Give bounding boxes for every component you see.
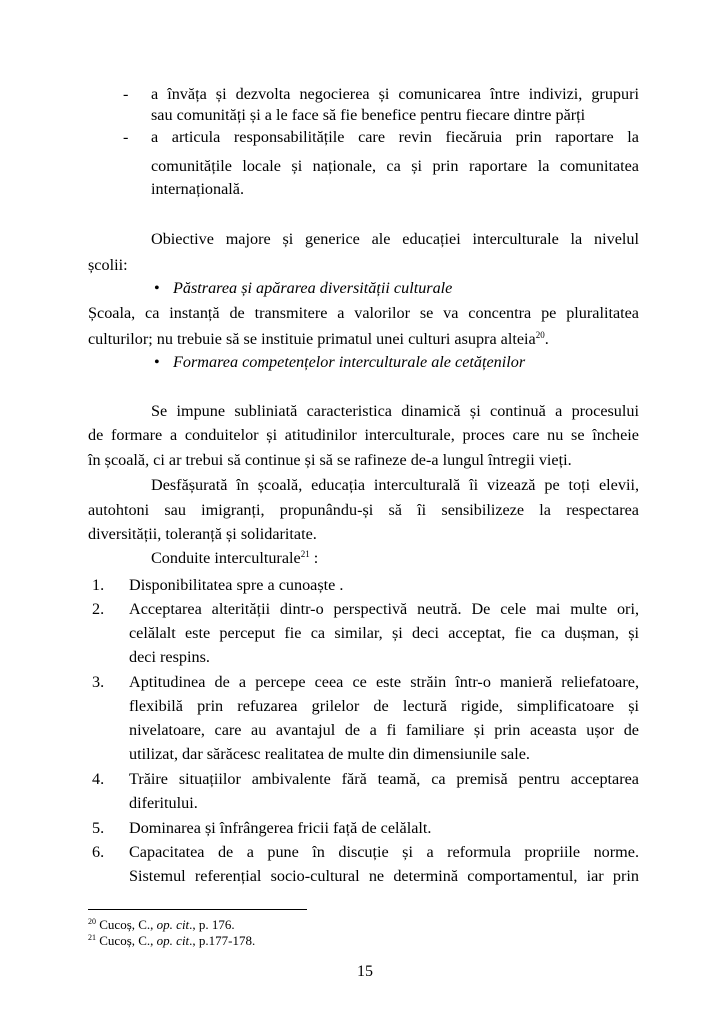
list-number: 3. — [92, 673, 105, 691]
list-item-3-line-2: flexibilă prin refuzarea grilelor de lectură rigide, simplificatoare și — [129, 697, 639, 715]
list-item-4-line-2: diferitului. — [129, 794, 198, 812]
dash-marker: - — [123, 128, 129, 146]
footnote-separator — [88, 909, 307, 910]
dynamic-paragraph-line-2: de formare a conduitelor și atitudinilor interculturale, proces care nu se încheie — [88, 426, 639, 444]
intercultural-paragraph-line-3: diversității, toleranță și solidaritate. — [88, 525, 317, 543]
list-number: 2. — [92, 600, 105, 618]
objectives-intro-line-2: școlii: — [88, 256, 128, 274]
list-item-5-line-1: Dominarea și înfrângerea fricii față de celălalt. — [129, 819, 432, 837]
dash-item-2-line-2: comunitățile locale și naționale, ca și prin raportare la comunitatea — [151, 157, 639, 175]
footnote-20: $^{20}$ Cucoș, C., op. cit., p. 176. — [88, 917, 235, 932]
list-number: 1. — [92, 576, 105, 594]
dash-marker: - — [123, 85, 129, 103]
dynamic-paragraph-line-1: Se impune subliniată caracteristica dinamică și continuă a procesului — [151, 402, 639, 420]
list-item-2-line-2: celălalt este perceput fie ca similar, și deci acceptat, fie ca dușman, și — [129, 624, 639, 642]
footnote-21: $^{21}$ Cucoș, C., op. cit., p.177-178. — [88, 933, 256, 948]
bullet-heading-1: Păstrarea și apărarea diversității culturale — [173, 279, 453, 297]
dash-item-1-line-1: a învăța și dezvolta negocierea și comunicarea între indivizi, grupuri — [151, 85, 639, 103]
bullet-marker: • — [154, 279, 160, 297]
objectives-intro-line-1: Obiective majore și generice ale educației interculturale la nivelul — [151, 230, 639, 248]
bullet-heading-2: Formarea competențelor interculturale ale cetățenilor — [173, 353, 526, 371]
bullet-marker: • — [154, 353, 160, 371]
list-item-3-line-1: Aptitudinea de a percepe ceea ce este străin într-o manieră reliefatoare, — [129, 673, 639, 691]
list-item-2-line-1: Acceptarea alterității dintr-o perspectivă neutră. De cele mai multe ori, — [129, 600, 639, 618]
footnote-ref-21: 21 — [300, 549, 310, 559]
page-number: 15 — [357, 963, 373, 980]
list-item-3-line-4: utilizat, dar sărăcesc realitatea de multe din dimensiunile sale. — [129, 745, 530, 763]
intercultural-paragraph-line-1: Desfășurată în școală, educația interculturală îi vizează pe toți elevii, — [151, 476, 639, 494]
dash-item-1-line-2: sau comunități și a le face să fie benefice pentru fiecare dintre părți — [151, 106, 586, 124]
list-number: 6. — [92, 843, 105, 861]
list-item-1-line-1: Disponibilitatea spre a cunoaște . — [129, 576, 344, 594]
intercultural-paragraph-line-2: autohtoni sau imigranți, propunându-și să îi sensibilizeze la respectarea — [88, 501, 639, 519]
list-item-6-line-2: Sistemul referențial socio-cultural ne determină comportamentul, iar prin — [129, 867, 639, 885]
list-item-2-line-3: deci respins. — [129, 648, 210, 666]
list-item-4-line-1: Trăire situațiilor ambivalente fără teamă, ca premisă pentru acceptarea — [129, 770, 639, 788]
footnote-ref-20: 20 — [535, 330, 545, 340]
list-item-3-line-3: nivelatoare, care au avantajul de a fi familiare și prin aceasta ușor de — [129, 721, 639, 739]
school-paragraph-line-1: Școala, ca instanță de transmitere a valorilor se va concentra pe pluralitatea — [88, 304, 639, 322]
list-number: 5. — [92, 819, 105, 837]
list-item-6-line-1: Capacitatea de a pune în discuție și a reformula propriile norme. — [129, 843, 639, 861]
dash-item-2-line-1: a articula responsabilitățile care revin fiecăruia prin raportare la — [151, 128, 639, 146]
dash-item-2-line-3: internațională. — [151, 180, 245, 198]
school-paragraph-line-2: culturilor; nu trebuie să se instituie primatul unei culturi asupra alteia$^{20}$. — [88, 330, 549, 348]
conduite-heading: Conduite interculturale$^{21}$ : — [151, 549, 319, 567]
list-number: 4. — [92, 770, 105, 788]
dynamic-paragraph-line-3: în școală, ci ar trebui să continue și să se rafineze de-a lungul întregii vieți. — [88, 451, 572, 469]
